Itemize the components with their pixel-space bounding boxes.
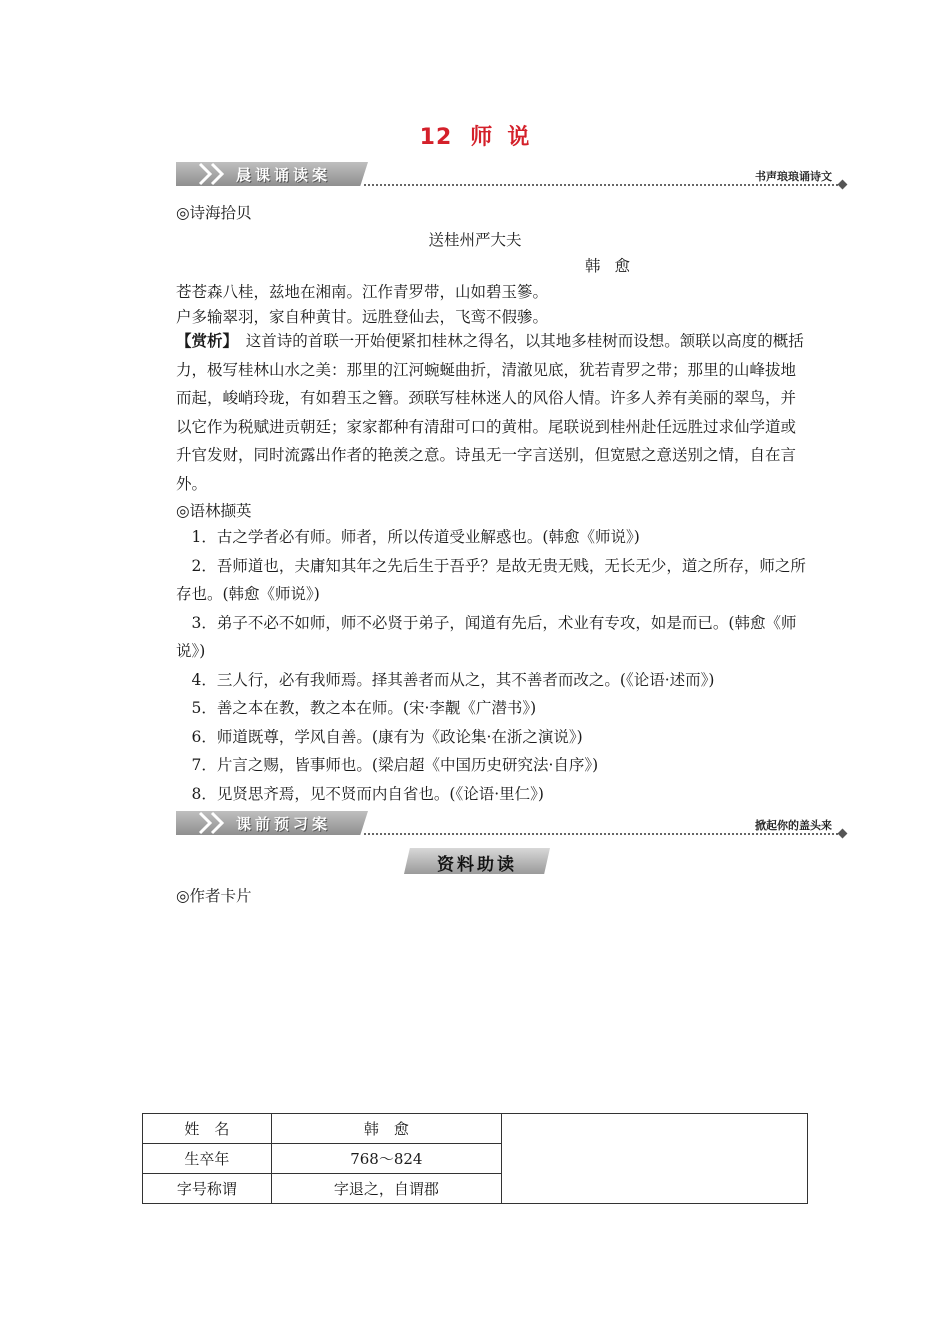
analysis-body: 这首诗的首联一开始便紧扣桂林之得名，以其地多桂树而设想。颔联以高度的概括力，极写桂林山水之美：那里的江河蜿蜒曲折，清澈见底，犹若青罗之带；那里的山峰拔地而起，峻峭玲珑，有如碧玉之簪。颈联写桂林迷人的风俗人情。许多人养有美丽的翠鸟，并以它作为税赋进贡朝廷；家家都种有清甜可口的黄柑。尾联说到桂州赴任远胜过求仙学道或升官发财，同时流露出作者的艳羡之意。诗虽无一字言送别，但宽慰之意送别之情，自在言外。 — [176, 332, 804, 493]
table-value: 768～824 — [271, 1144, 501, 1174]
reading-material-ribbon — [404, 848, 550, 874]
banner-preview — [176, 811, 846, 837]
analysis-paragraph — [176, 327, 808, 498]
title-char-2: 说 — [507, 125, 531, 150]
page-title — [0, 120, 950, 151]
quote-item: 5．善之本在教，教之本在师。(宋·李觏《广潜书》) — [191, 699, 537, 717]
banner-dotted-line — [364, 833, 842, 835]
quote-item: 1．古之学者必有师。师者，所以传道受业解惑也。(韩愈《师说》) — [191, 528, 640, 546]
banner-morning-reading — [176, 162, 846, 188]
banner-subtitle: 书声琅琅诵诗文 — [751, 168, 832, 184]
table-blank-cell — [502, 1114, 808, 1204]
title-char-1: 师 — [470, 125, 494, 150]
poem-line-2: 户多输翠羽，家自种黄甘。远胜登仙去，飞鸾不假骖。 — [176, 308, 549, 326]
banner-label: 晨课诵读案 — [236, 166, 332, 184]
double-chevron-icon — [196, 811, 236, 835]
quote-item: 6．师道既尊，学风自善。(康有为《政论集·在浙之演说》) — [191, 727, 583, 746]
quote-item: 7．片言之赐，皆事师也。(梁启超《中国历史研究法·自序》) — [191, 756, 599, 774]
banner-subtitle: 掀起你的盖头来 — [751, 817, 832, 833]
quotes-list — [176, 523, 808, 808]
poem-line-1: 苍苍森八桂，兹地在湘南。江作青罗带，山如碧玉篸。 — [176, 283, 549, 301]
double-chevron-icon — [196, 162, 236, 186]
quote-item: 4．三人行，必有我师焉。择其善者而从之，其不善者而改之。(《论语·述而》) — [191, 670, 715, 689]
author-info-table — [142, 1113, 808, 1204]
table-value: 字退之，自谓郡 — [271, 1174, 501, 1204]
table-key: 姓 名 — [143, 1114, 272, 1144]
table-key: 字号称谓 — [143, 1174, 272, 1204]
diamond-icon — [838, 180, 848, 190]
banner-dotted-line — [364, 184, 842, 186]
diamond-icon — [838, 829, 848, 839]
banner-label: 课前预习案 — [236, 815, 332, 833]
section-poem-heading: ◎诗海拾贝 — [176, 204, 252, 222]
quote-item: 8．见贤思齐焉，见不贤而内自省也。(《论语·里仁》) — [191, 784, 544, 803]
quote-item: 3．弟子不必不如师，师不必贤于弟子，闻道有先后，术业有专攻，如是而已。(韩愈《师说》) — [176, 613, 797, 660]
lesson-number: 12 — [419, 125, 453, 150]
quote-item: 2．吾师道也，夫庸知其年之先后生于吾乎？是故无贵无贱，无长无少，道之所存，师之所存也。(韩愈《师说》) — [176, 556, 806, 603]
table-value: 韩 愈 — [271, 1114, 501, 1144]
poem-title: 送桂州严大夫 — [428, 231, 522, 249]
section-author-heading: ◎作者卡片 — [176, 887, 252, 905]
section-quotes-heading: ◎语林撷英 — [176, 502, 252, 520]
table-key: 生卒年 — [143, 1144, 272, 1174]
poem-author: 韩愈 — [585, 257, 645, 275]
ribbon-label: 资料助读 — [437, 855, 517, 875]
analysis-tag: 【赏析】 — [176, 331, 231, 350]
table-row — [143, 1114, 808, 1144]
